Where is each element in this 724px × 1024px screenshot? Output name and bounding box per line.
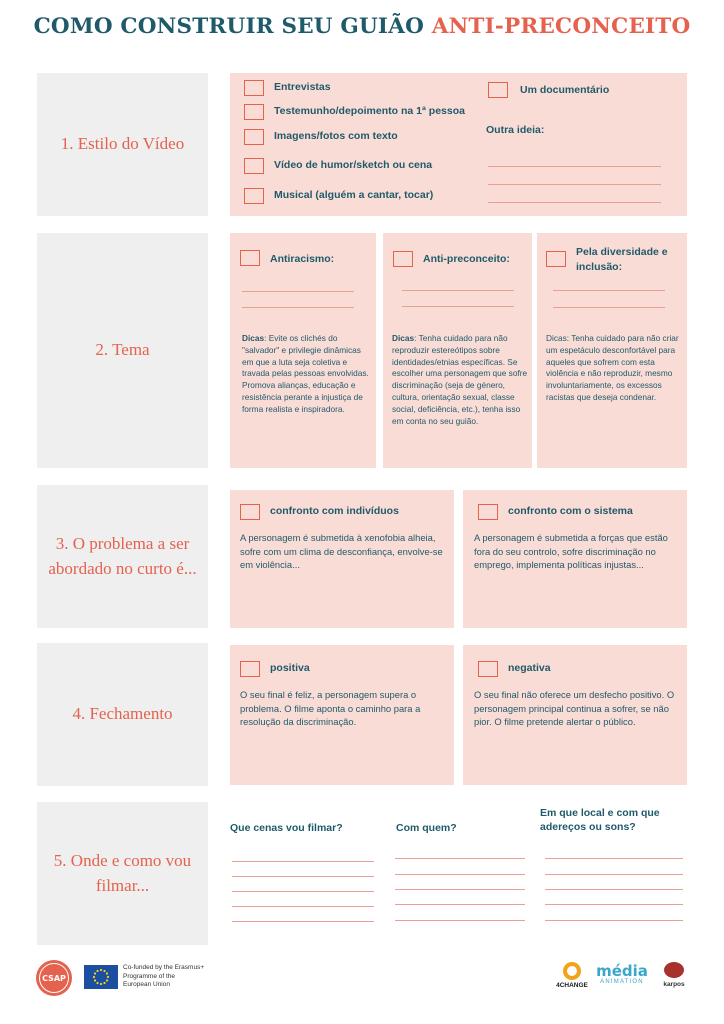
4change-logo: 4CHANGE	[552, 962, 592, 989]
write-line[interactable]	[553, 290, 665, 291]
eu-flag-icon	[84, 965, 118, 989]
tip-text: Dicas: Evite os clichés do "salvador" e privilegie dinâmicas em que a luta seja coletiva e travada pelas pessoas envolvidas. Promova alianças, educação e resistência perante a injustiça de forma realista e inspiradora.	[242, 333, 369, 414]
write-line[interactable]	[242, 291, 354, 292]
checkbox-entrevistas[interactable]	[244, 80, 264, 96]
other-idea-label: Outra ideia:	[486, 124, 545, 136]
write-line[interactable]	[545, 920, 683, 921]
write-line[interactable]	[488, 166, 661, 167]
checkbox-imagens[interactable]	[244, 129, 264, 145]
write-line[interactable]	[402, 306, 514, 307]
checkbox-documentario[interactable]	[488, 82, 508, 98]
question-who: Com quem?	[396, 822, 457, 834]
write-line[interactable]	[395, 889, 525, 890]
checkbox-negativa[interactable]	[478, 661, 498, 677]
question-scenes: Que cenas vou filmar?	[230, 822, 343, 834]
section-3-label: 3. O problema a ser abordado no curto é...	[37, 485, 208, 628]
option-label: Testemunho/depoimento na 1ª pessoa	[274, 105, 465, 117]
ending-title: negativa	[508, 662, 551, 674]
checkbox-confronto-individuos[interactable]	[240, 504, 260, 520]
write-line[interactable]	[232, 921, 374, 922]
section-2-label: 2. Tema	[37, 233, 208, 468]
tip-text: Dicas: Tenha cuidado para não criar um espetáculo desconfortável para aqueles que sofrem com esta violência e não reproduzir, mesmo involuntariamente, os excessos racistas que deseja condenar.	[546, 333, 679, 402]
title-part-2: ANTI-PRECONCEITO	[431, 14, 691, 39]
checkbox-positiva[interactable]	[240, 661, 260, 677]
option-label: Musical (alguém a cantar, tocar)	[274, 189, 434, 201]
question-where: Em que local e com que adereços ou sons?	[540, 807, 660, 833]
checkbox-humor[interactable]	[244, 158, 264, 174]
checkbox-testemunho[interactable]	[244, 104, 264, 120]
tip-text: Dicas: Tenha cuidado para não reproduzir estereótipos sobre identidades/etnias específicas. Se escolher uma personagem que sofre discriminação (seja de género, cultura, orientação sexual, classe social, deficiência, etc.), tenha isso em conta no seu guião.	[392, 333, 528, 426]
option-label: Um documentário	[520, 84, 610, 96]
write-line[interactable]	[232, 861, 374, 862]
media-animation-logo: média ANIMATION	[596, 962, 648, 985]
write-line[interactable]	[545, 904, 683, 905]
ending-desc: O seu final não oferece um desfecho positivo. O personagem principal continua a sofrer, se não pior. O filme pretende alertar o público.	[474, 689, 675, 728]
problem-desc: A personagem é submetida à xenofobia alheia, sofre com um clima de desconfiança, envolve-se em violência...	[240, 532, 443, 571]
write-line[interactable]	[232, 876, 374, 877]
write-line[interactable]	[402, 290, 514, 291]
write-line[interactable]	[232, 906, 374, 907]
option-label: Vídeo de humor/sketch ou cena	[274, 159, 433, 171]
write-line[interactable]	[242, 307, 354, 308]
eu-cofunding-text: Co-funded by the Erasmus+ Programme of the European Union	[123, 964, 205, 988]
problem-title: confronto com indivíduos	[270, 505, 399, 517]
theme-title: Anti-preconceito:	[423, 253, 510, 265]
section-4-label: 4. Fechamento	[37, 643, 208, 786]
write-line[interactable]	[553, 307, 665, 308]
title-part-1: COMO CONSTRUIR SEU GUIÃO	[33, 14, 432, 39]
theme-title: Pela diversidade e inclusão:	[576, 246, 668, 273]
write-line[interactable]	[395, 874, 525, 875]
option-label: Entrevistas	[274, 81, 331, 93]
write-line[interactable]	[545, 858, 683, 859]
section-1-label: 1. Estilo do Vídeo	[37, 73, 208, 216]
write-line[interactable]	[488, 202, 661, 203]
ending-desc: O seu final é feliz, a personagem supera o problema. O filme aponta o caminho para a resolução da discriminação.	[240, 689, 421, 728]
csap-logo: CSAP	[36, 960, 72, 996]
write-line[interactable]	[545, 889, 683, 890]
write-line[interactable]	[395, 858, 525, 859]
problem-desc: A personagem é submetida a forças que estão fora do seu controlo, sofre discriminação no emprego, implementa políticas injustas...	[474, 532, 668, 571]
write-line[interactable]	[395, 920, 525, 921]
checkbox-anti-preconceito[interactable]	[393, 251, 413, 267]
write-line[interactable]	[395, 904, 525, 905]
karpos-logo: karpos	[656, 962, 692, 988]
write-line[interactable]	[488, 184, 661, 185]
write-line[interactable]	[545, 874, 683, 875]
checkbox-confronto-sistema[interactable]	[478, 504, 498, 520]
theme-title: Antiracismo:	[270, 253, 335, 265]
problem-title: confronto com o sistema	[508, 505, 633, 517]
option-label: Imagens/fotos com texto	[274, 130, 398, 142]
section-5-label: 5. Onde e como vou filmar...	[37, 802, 208, 945]
checkbox-musical[interactable]	[244, 188, 264, 204]
ending-title: positiva	[270, 662, 310, 674]
checkbox-antiracismo[interactable]	[240, 250, 260, 266]
page-title	[0, 14, 724, 39]
write-line[interactable]	[232, 891, 374, 892]
checkbox-diversidade[interactable]	[546, 251, 566, 267]
